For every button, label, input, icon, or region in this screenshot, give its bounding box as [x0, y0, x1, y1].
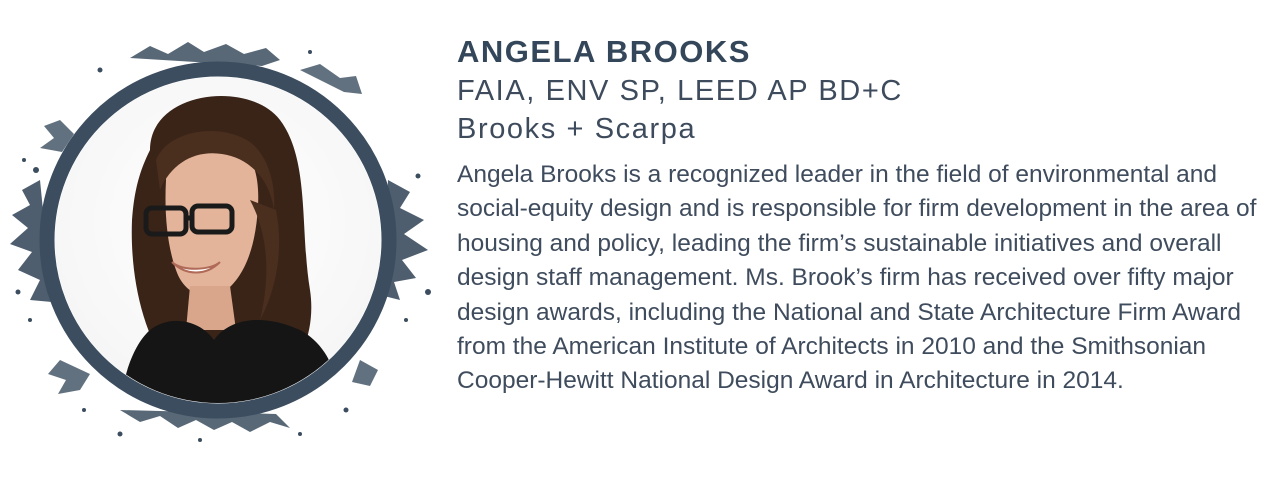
- speaker-name: ANGELA BROOKS: [457, 34, 751, 69]
- speaker-bio: Angela Brooks is a recognized leader in the field of environmental and social-equity design and is responsible for firm development in the area of housing and policy, leading the firm’s sustainable initiatives and overall design staff management. Ms. Brook’s firm has received over fifty major design awards, including the National and State Architecture Firm Award from the American Institute of Architects in 2010 and the Smithsonian Cooper-Hewitt National Design Award in Architecture in 2014.: [457, 161, 1257, 395]
- speaker-info: [457, 32, 1257, 399]
- portrait-frame-icon: [0, 30, 440, 450]
- speaker-firm: Brooks + Scarpa: [457, 113, 697, 145]
- speaker-credentials: FAIA, ENV SP, LEED AP BD+C: [457, 75, 903, 107]
- speaker-portrait: [0, 30, 440, 450]
